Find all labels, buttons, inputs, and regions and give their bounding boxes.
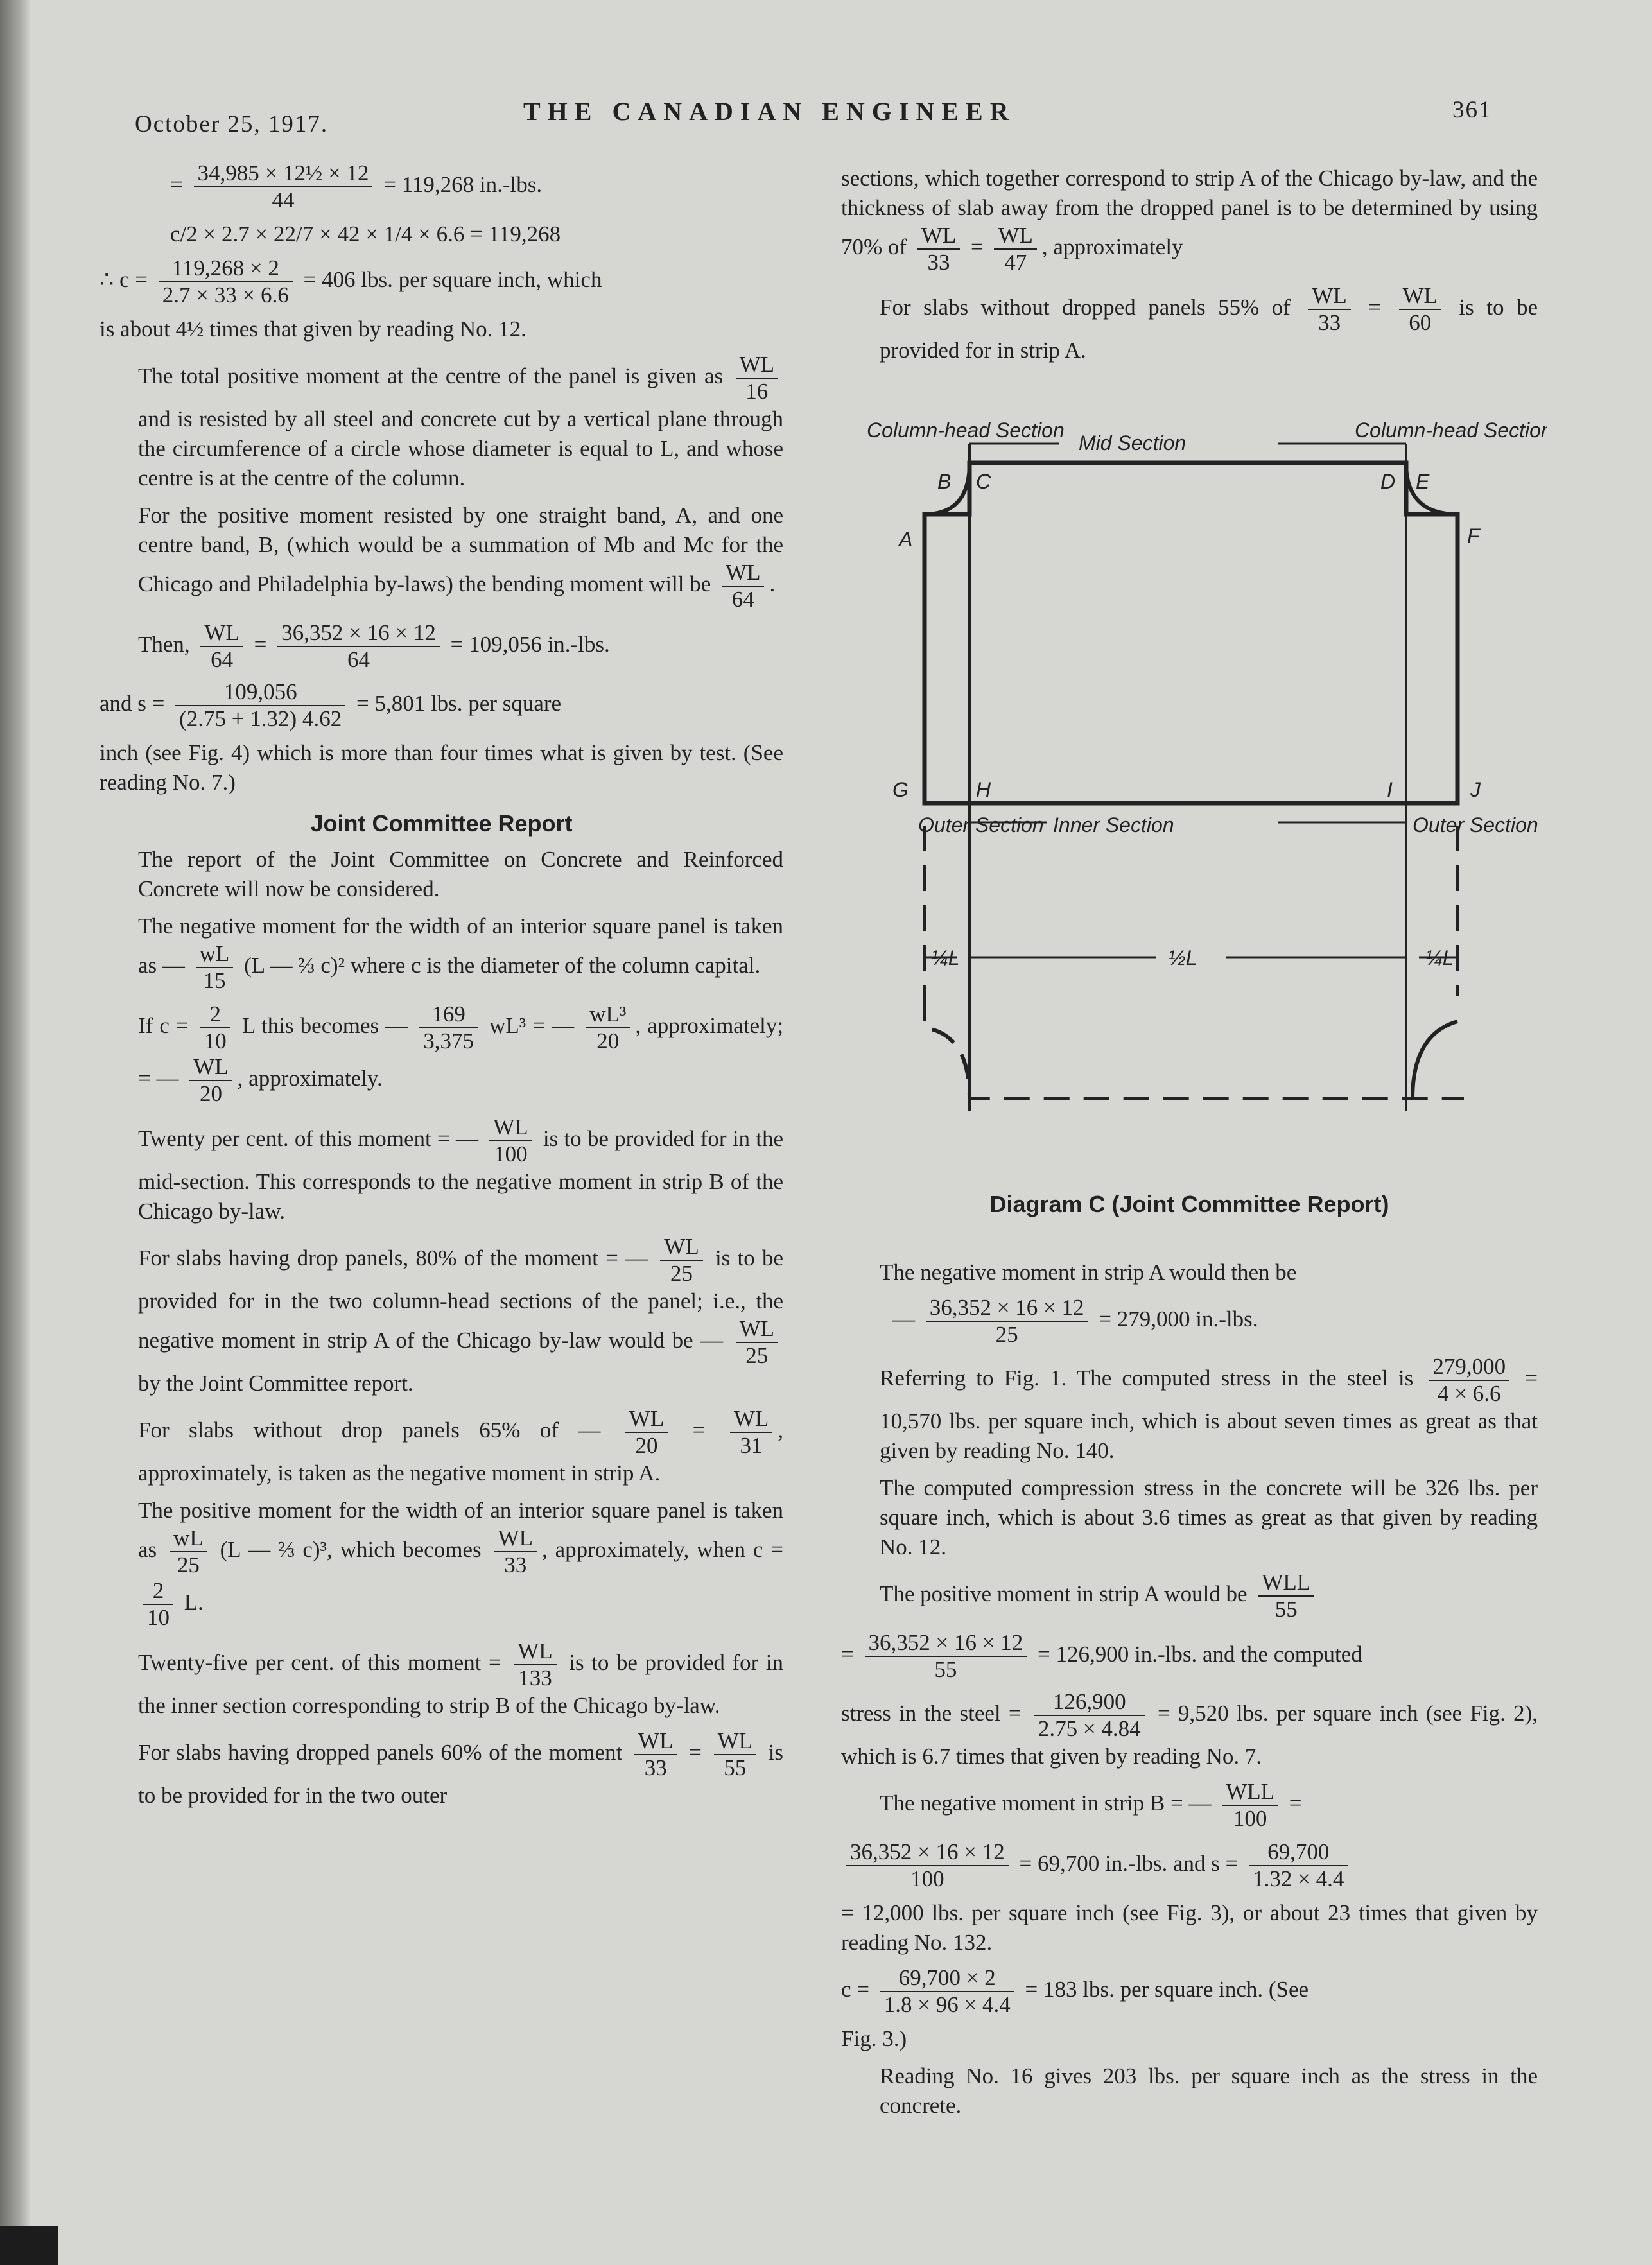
paragraph: The report of the Joint Committee on Concrete and Reinforced Concrete will now be considered. [138,847,783,901]
lower-right-curve [1413,1021,1457,1098]
label-colhead-right: Column-head Section [1355,419,1547,442]
page-number: 361 [1452,97,1492,123]
lower-bottom-edge [925,996,1464,1098]
corner-blot [0,2226,58,2265]
paragraph: If c = $\frac{2}{10}$ L this becomes — $\frac{169}{3,375}$ wL³ = — $\frac{\text{wL³}}{20}$ , approximately; = — $\frac{WL}{20}$ , approximately. [138,1002,784,1106]
point-e: E [1416,470,1430,493]
equation: = $\frac{\text{34,985 × 12½ × 12}}{44}$ = 119,268 in.-lbs. [170,161,543,213]
point-h: H [976,778,991,801]
label-inner-section: Inner Section [1053,813,1174,837]
paragraph: For slabs having dropped panels 60% of the moment $\frac{WL}{33}$ = $\frac{WL}{55}$ is to be provided for in the two outer [138,1728,784,1808]
label-colhead-left: Column-head Section [867,419,1065,442]
paragraph: sections, which together correspond to strip A of the Chicago by-law, and the thickness of slab away from the dropped panel is to be determined by using 70% of $\frac{WL}{33}$ = $\frac{WL}{47}$ , approximately [841,166,1538,275]
paragraph: Referring to Fig. 1. The computed stress in the steel is $\frac{279,000}{4 \times 6.6}$ = 10,570 lbs. per square inch, which is about seven times as great as that given by reading No. 140. [880,1354,1538,1463]
point-j: J [1470,778,1481,801]
paragraph: The positive moment in strip A would be $\frac{\text{WLL}}{55}$ [841,1570,1538,1622]
paragraph: The negative moment in strip A would then be [880,1260,1297,1285]
paragraph: The negative moment in strip B = — $\frac{\text{WLL}}{100}$ = [880,1779,1302,1831]
equation: ∴ c = $\frac{119,268 \times 2}{2.7 \times 33 \times 6.6}$ = 406 lbs. per square inch, which [100,256,602,308]
paragraph: For slabs having drop panels, 80% of the moment = — $\frac{WL}{25}$ is to be provided for in the two column-head sections of the panel; i.e., the negative moment in strip A of the Chicago by-law would be — $\frac{WL}{25}$ by the Joint Committee report. [138,1234,784,1396]
paragraph: Twenty-five per cent. of this moment = $\frac{WL}{133}$ is to be provided for in the inner section corresponding to strip B of the Chicago by-law. [138,1638,783,1718]
equation: $\frac{36,352 \times 16 \times 12}{100}$ = 69,700 in.-lbs. and s = $\frac{69,700}{1.32 \times 4.4}$ [841,1839,1538,1892]
label-outer-right: Outer Section [1413,813,1538,837]
right-column [841,164,1547,2128]
point-a: A [899,528,913,551]
equation: = $\frac{36,352 \times 16 \times 12}{55}$ = 126,900 in.-lbs. and the computed [841,1630,1362,1682]
diagram-caption: Diagram C (Joint Committee Report) [989,1191,1389,1217]
paragraph: Reading No. 16 gives 203 lbs. per square inch as the stress in the concrete. [880,2063,1538,2118]
header-title: THE CANADIAN ENGINEER [523,97,1016,126]
panel-outline [925,463,1457,803]
point-i: I [1387,778,1393,801]
equation: and s = $\frac{109,056}{(2.75 + 1.32) 4.62}$ = 5,801 lbs. per square [100,679,562,731]
header-date: October 25, 1917. [135,111,329,137]
label-mid-section: Mid Section [1079,431,1187,455]
point-f: F [1467,525,1480,548]
label-quarter-right: ¼L [1425,946,1454,969]
left-column [100,161,783,1818]
paragraph: Fig. 3.) [841,2026,907,2051]
paragraph: The negative moment for the width of an interior square panel is taken as — $\frac{wL}{15}$ (L — ⅔ c)² where c is the diameter of the column capital. [138,914,783,993]
point-g: G [892,778,909,801]
equation: Then, $\frac{WL}{64}$ = $\frac{36,352 \times 16 \times 12}{64}$ = 109,056 in.-lbs. [138,620,610,672]
paragraph: = 12,000 lbs. per square inch (see Fig. 3), or about 23 times that given by reading No. 132. [841,1900,1538,1955]
label-outer-left: Outer Section [918,813,1044,837]
diagram-c [867,418,1547,1163]
paragraph: The total positive moment at the centre of the panel is given as $\frac{WL}{16}$ and is resisted by all steel and concrete cut by a vertical plane through the circumference of a circle whose diameter is equal to L, and whose centre is at the centre of the column. [138,352,783,490]
paragraph: is about 4½ times that given by reading No. 12. [100,317,526,342]
section-heading: Joint Committee Report [310,810,573,837]
paragraph: The positive moment for the width of an interior square panel is taken as $\frac{wL}{25}$ (L — ⅔ c)³, which becomes $\frac{WL}{33}$ , approximately, when c = $\frac{2}{10}$ L. [138,1498,784,1630]
paragraph: The computed compression stress in the concrete will be 326 lbs. per square inch, which is about 3.6 times as great as that given by reading No. 12. [880,1475,1538,1559]
point-b: B [937,470,952,493]
label-quarter-left: ¼L [931,946,960,969]
paragraph: For the positive moment resisted by one straight band, A, and one centre band, B, (which would be a summation of Mb and Mc for the Chicago and Philadelphia by-laws) the bending moment will be $\frac{WL}{64}$ . [138,503,783,612]
point-c: C [976,470,991,493]
paragraph: inch (see Fig. 4) which is more than four times what is given by test. (See reading No. 7.) [100,740,783,795]
paragraph: stress in the steel = $\frac{126,900}{2.75 \times 4.84}$ = 9,520 lbs. per square inch (see Fig. 2), which is 6.7 times that given by reading No. 7. [841,1689,1538,1769]
equation: — $\frac{36,352 \times 16 \times 12}{25}$ = 279,000 in.-lbs. [892,1295,1258,1347]
book-spine [0,0,30,2265]
label-half: ½L [1169,946,1197,969]
paragraph: For slabs without dropped panels 55% of $\frac{WL}{33}$ = $\frac{WL}{60}$ is to be provided for in strip A. [880,283,1538,363]
paragraph: For slabs without drop panels 65% of — $\frac{WL}{20}$ = $\frac{WL}{31}$ , approximately, is taken as the negative moment in strip A. [138,1406,784,1486]
paragraph: Twenty per cent. of this moment = — $\frac{WL}{100}$ is to be provided for in the mid-section. This corresponds to the negative moment in strip B of the Chicago by-law. [138,1115,784,1224]
equation: c/2 × 2.7 × 22/7 × 42 × 1/4 × 6.6 = 119,268 [170,221,561,247]
point-d: D [1380,470,1396,493]
equation: c = $\frac{69,700 \times 2}{1.8 \times 96 \times 4.4}$ = 183 lbs. per square inch. (See [841,1965,1309,2017]
